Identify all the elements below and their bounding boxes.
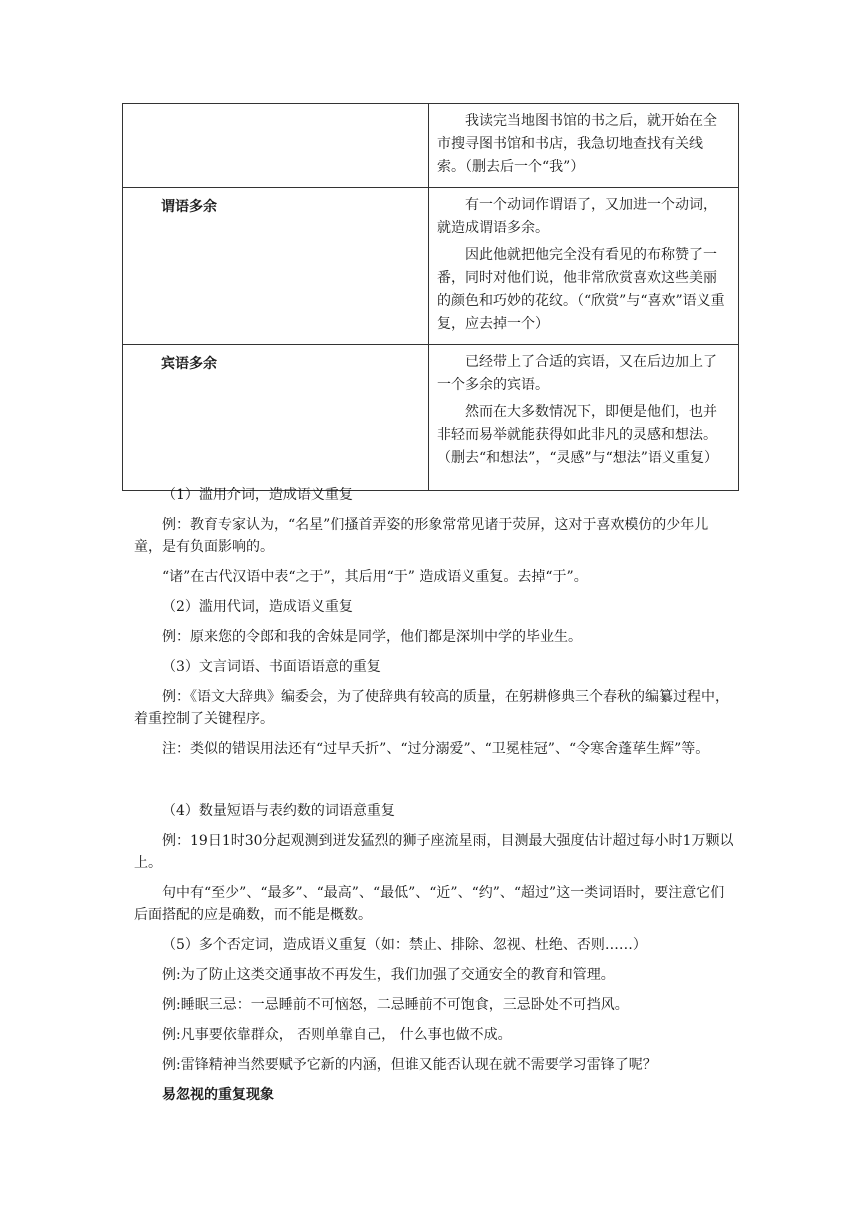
- row-content: [429, 188, 739, 345]
- section-title: 易忽视的重复现象: [162, 1087, 274, 1103]
- example-paragraph: 例：教育专家认为，“名星”们搔首弄姿的形象常常见诸于荧屏，这对于喜欢模仿的少年儿童，是有负面影响的。: [134, 517, 709, 555]
- table-row: [123, 104, 739, 188]
- grammar-table: [122, 103, 739, 491]
- example-paragraph: 例：原来您的令郎和我的舍妹是同学，他们都是深圳中学的毕业生。: [162, 629, 582, 645]
- example-paragraph: 例：《语文大辞典》编委会，为了使辞典有较高的质量，在躬耕修典三个春秋的编纂过程中，着重控制了关键程序。: [134, 689, 729, 727]
- row-content: [429, 104, 739, 188]
- section-heading: （5）多个否定词，造成语义重复（如：禁止、排除、忽视、杜绝、否则……）: [162, 937, 647, 953]
- table-row: [123, 345, 739, 491]
- row-label: [123, 104, 429, 188]
- example-paragraph: 例:凡事要依靠群众， 否则单靠自己， 什么事也做不成。: [162, 1027, 512, 1043]
- row-paragraph: 我读完当地图书馆的书之后，就开始在全市搜寻图书馆和书店，我急切地查找有关线索。（删去后一个“我”）: [437, 113, 717, 175]
- row-paragraph: 有一个动词作谓语了，又加进一个动词，就造成谓语多余。: [437, 197, 717, 236]
- row-content: [429, 345, 739, 491]
- row-label: 宾语多余: [123, 345, 429, 491]
- explanation-paragraph: 句中有“至少”、“最多”、“最高”、“最低”、“近”、“约”、“超过”这一类词语时，要注意它们后面搭配的应是确数，而不能是概数。: [134, 885, 725, 923]
- section-heading: （3）文言词语、书面语语意的重复: [162, 659, 381, 675]
- body-text-block-2: [134, 800, 734, 1106]
- section-heading: （4）数量短语与表约数的词语意重复: [162, 803, 395, 819]
- row-paragraph: 已经带上了合适的宾语，又在后边加上了一个多余的宾语。: [437, 354, 717, 393]
- row-label: 谓语多余: [123, 188, 429, 345]
- section-heading: （1）滥用介词，造成语义重复: [162, 487, 353, 503]
- note-paragraph: 注：类似的错误用法还有“过早夭折”、“过分溺爱”、“卫冕桂冠”、“令寒舍蓬荜生辉”等。: [162, 741, 710, 757]
- body-text-block-1: [134, 484, 734, 760]
- explanation-paragraph: “诸”在古代汉语中表“之于”，其后用“于” 造成语义重复。去掉“于”。: [162, 569, 588, 585]
- row-paragraph: 因此他就把他完全没有看见的布称赞了一番，同时对他们说，他非常欣赏喜欢这些美丽的颜色和巧妙的花纹。（“欣赏”与“喜欢”语义重复，应去掉一个）: [437, 247, 725, 332]
- example-paragraph: 例:为了防止这类交通事故不再发生，我们加强了交通安全的教育和管理。: [162, 967, 615, 983]
- example-paragraph: 例:雷锋精神当然要赋予它新的内涵，但谁又能否认现在就不需要学习雷锋了呢？: [162, 1057, 657, 1073]
- table-row: [123, 188, 739, 345]
- example-paragraph: 例:睡眠三忌：一忌睡前不可恼怒，二忌睡前不可饱食，三忌卧处不可挡风。: [162, 997, 629, 1013]
- row-paragraph: 然而在大多数情况下，即便是他们，也并非轻而易举就能获得如此非凡的灵感和想法。（删去“和想法”，“灵感”与“想法”语义重复）: [437, 404, 718, 466]
- example-paragraph: 例：19日1时30分起观测到迸发猛烈的狮子座流星雨，目测最大强度估计超过每小时1万颗以上。: [134, 833, 734, 871]
- section-heading: （2）滥用代词，造成语义重复: [162, 599, 353, 615]
